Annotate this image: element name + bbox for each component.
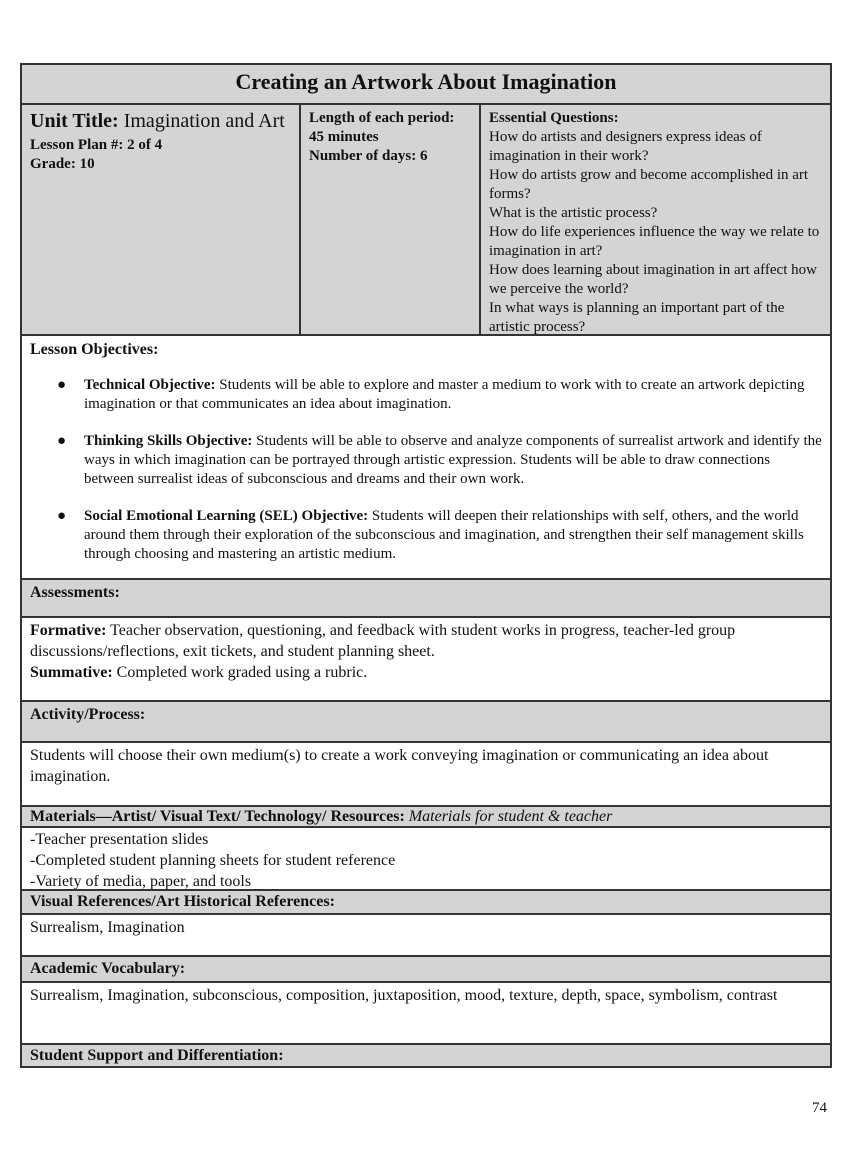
objective-name: Technical Objective: (84, 377, 216, 393)
page-number: 74 (812, 1100, 827, 1116)
lesson-plan-number: Lesson Plan #: 2 of 4 (30, 137, 163, 153)
materials-item: -Variety of media, paper, and tools (30, 873, 252, 889)
assessments-heading: Assessments: (22, 578, 830, 616)
lesson-objectives-section (22, 334, 830, 578)
summative-assessment (30, 662, 822, 683)
essential-question: How do artists and designers express ideas of imagination in their work? (489, 129, 762, 164)
formative-assessment (30, 620, 822, 662)
bullet-icon: ● (57, 377, 67, 393)
vocabulary-heading: Academic Vocabulary: (22, 955, 830, 981)
essential-questions-label: Essential Questions: (489, 110, 619, 126)
bullet-icon: ● (57, 433, 67, 449)
objective-item (57, 432, 822, 489)
materials-label: Materials—Artist/ Visual Text/ Technology/ Resources: (30, 808, 405, 825)
unit-title (30, 109, 293, 134)
formative-text: Teacher observation, questioning, and feedback with student works in progress, teacher-led group discussions/reflections, exit tickets, and student planning sheet. (30, 622, 736, 660)
essential-question: How do artists grow and become accomplished in art forms? (489, 167, 809, 202)
number-of-days: Number of days: 6 (309, 148, 428, 164)
summative-text: Completed work graded using a rubric. (116, 664, 368, 681)
essential-question: How does learning about imagination in art affect how we perceive the world? (489, 262, 817, 297)
materials-note: Materials for student & teacher (408, 808, 613, 825)
unit-cell (22, 105, 301, 334)
bullet-icon: ● (57, 508, 67, 524)
objective-name: Thinking Skills Objective: (84, 433, 253, 449)
unit-title-label: Unit Title: (30, 110, 119, 132)
visual-references-heading: Visual References/Art Historical References: (22, 889, 830, 913)
essential-questions-cell (481, 105, 830, 334)
period-cell (301, 105, 481, 334)
materials-list (22, 826, 830, 889)
essential-question: What is the artistic process? (489, 205, 658, 221)
objective-name: Social Emotional Learning (SEL) Objective: (84, 508, 369, 524)
essential-question: How do life experiences influence the way we relate to imagination in art? (489, 224, 820, 259)
summative-label: Summative: (30, 664, 113, 681)
document-title: Creating an Artwork About Imagination (22, 65, 830, 103)
unit-info-row (22, 103, 830, 334)
materials-heading (22, 805, 830, 826)
lesson-plan-table (20, 63, 832, 1068)
objectives-list (30, 376, 822, 564)
formative-label: Formative: (30, 622, 107, 639)
lesson-objectives-heading: Lesson Objectives: (30, 341, 159, 358)
activity-heading: Activity/Process: (22, 700, 830, 741)
objective-item (57, 507, 822, 564)
visual-references-text: Surrealism, Imagination (22, 913, 830, 955)
period-length-value: 45 minutes (309, 129, 379, 145)
vocabulary-text: Surrealism, Imagination, subconscious, composition, juxtaposition, mood, texture, depth, space, symbolism, contrast (22, 981, 830, 1043)
objective-item (57, 376, 822, 414)
activity-text: Students will choose their own medium(s) to create a work conveying imagination or communicating an idea about imagination. (22, 741, 830, 805)
period-length-label: Length of each period: (309, 110, 455, 126)
unit-title-value: Imagination and Art (123, 110, 285, 132)
materials-item: -Completed student planning sheets for student reference (30, 852, 396, 869)
support-heading: Student Support and Differentiation: (22, 1043, 830, 1066)
assessments-body (22, 616, 830, 700)
objective-text: Students will deepen their relationships with self, others, and the world around them through their exploration of the subconscious and imagination, and strengthen their self management skills through choosing and mastering an artistic medium. (84, 508, 804, 562)
grade-level: Grade: 10 (30, 156, 95, 172)
objective-text: Students will be able to observe and analyze components of surrealist artwork and identify the ways in which imagination can be portrayed through artistic expression. Students will be able to draw connections between surrealist ideas of subconscious and dreams and their own work. (84, 433, 822, 487)
essential-question: In what ways is planning an important part of the artistic process? (489, 300, 785, 335)
objective-text: Students will be able to explore and master a medium to work with to create an artwork depicting imagination or that communicates an idea about imagination. (84, 377, 805, 412)
materials-item: -Teacher presentation slides (30, 831, 209, 848)
